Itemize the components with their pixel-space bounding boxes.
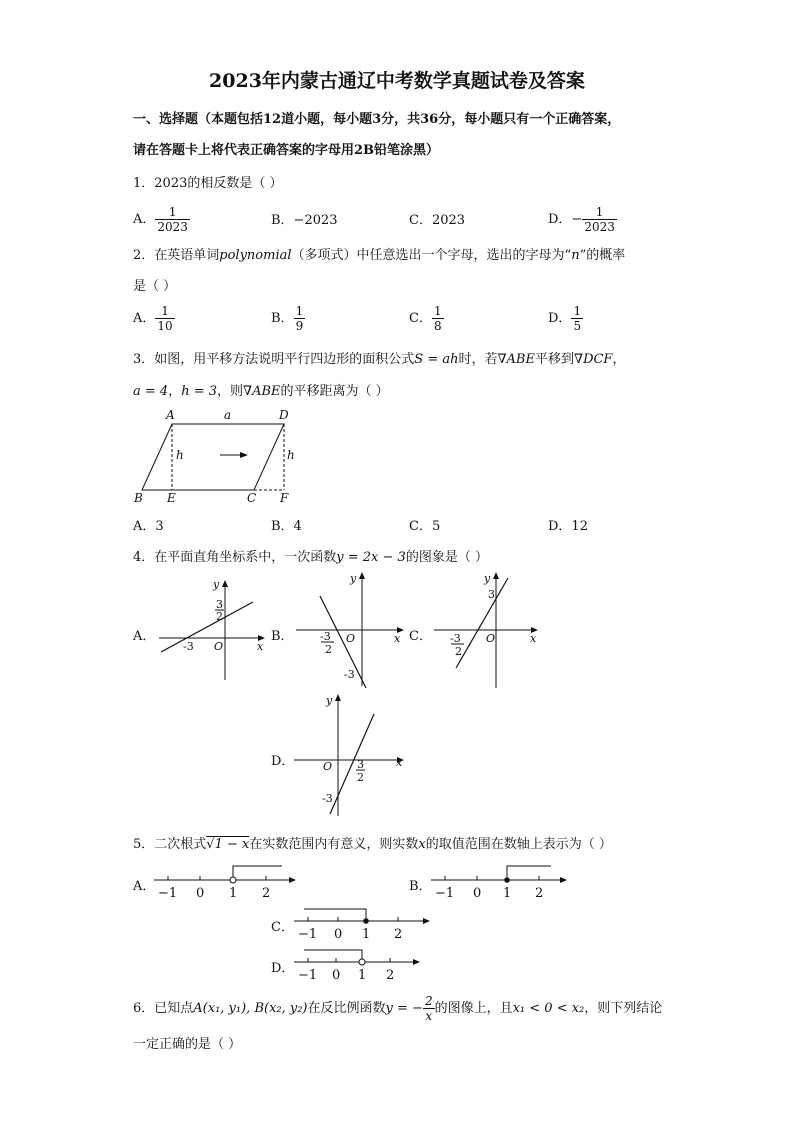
q5-radical: √1 − x [206, 837, 250, 852]
q4-option-a-label[interactable]: A． [133, 629, 156, 644]
svg-text:0: 0 [196, 886, 205, 901]
q1-option-a[interactable] [133, 205, 190, 234]
parallelogram-abcd [142, 424, 284, 490]
q6-stem-line1: 6．已知点A(x₁, y₁), B(x₂, y₂)在反比例函数y = − $\frac{2}{x}$ 的图像上，且x₁ < 0 < x₂，则下列结论 [133, 994, 663, 1023]
q4-option-d-label[interactable]: D． [271, 754, 295, 769]
fig-label-b: B [134, 491, 143, 504]
q1-stem: 1．2023的相反数是（ ） [133, 176, 283, 191]
q1-option-b[interactable]: B．−2023 [271, 213, 338, 228]
q4-option-b-label[interactable]: B． [271, 629, 294, 644]
graph-a-x-label: x [257, 640, 264, 653]
svg-text:x: x [396, 756, 403, 769]
svg-text:2: 2 [386, 968, 395, 983]
q1-d-label: D．− [548, 212, 583, 227]
svg-text:0: 0 [332, 968, 341, 983]
svg-text:y: y [350, 572, 357, 585]
q4-graph-b[interactable] [292, 568, 407, 690]
fig-label-a: A [166, 408, 175, 422]
q3-option-c[interactable]: C．5 [409, 519, 441, 534]
q5-numberline-c[interactable] [290, 903, 440, 943]
svg-text:−1: −1 [298, 927, 318, 942]
q4-option-c-label[interactable]: C． [409, 629, 432, 644]
q5-numberline-d[interactable] [290, 944, 440, 984]
fig-label-e: E [167, 491, 176, 504]
svg-text:−1: −1 [158, 886, 178, 901]
svg-text:-3: -3 [183, 640, 194, 653]
q3-option-b[interactable]: B．4 [271, 519, 302, 534]
q2-option-c[interactable]: C． $\frac{1}{8}$ [409, 304, 442, 333]
svg-text:3: 3 [488, 588, 495, 601]
q5-option-d-label[interactable]: D． [271, 961, 295, 976]
q2-option-d[interactable]: D． $\frac{1}{5}$ [548, 304, 582, 333]
svg-text:y: y [484, 572, 491, 585]
q5-numberline-b[interactable] [427, 862, 577, 902]
q1-a-label: A． [133, 212, 156, 227]
fig-label-c: C [247, 491, 257, 504]
svg-text:0: 0 [473, 886, 482, 901]
svg-text:3: 3 [357, 758, 364, 771]
svg-text:-3: -3 [322, 792, 333, 805]
fig-label-h1: h [176, 448, 184, 462]
svg-text:1: 1 [503, 886, 512, 901]
svg-text:O: O [323, 760, 333, 773]
q2-option-a[interactable]: A． $\frac{1}{10}$ [133, 304, 173, 333]
svg-text:1: 1 [358, 968, 367, 983]
svg-text:y: y [326, 694, 333, 707]
graph-c-line [456, 578, 508, 668]
section-heading-line2: 请在答题卡上将代表正确答案的字母用2B铅笔涂黑） [133, 143, 440, 158]
q1-option-d[interactable] [548, 205, 617, 234]
svg-text:−1: −1 [298, 968, 318, 983]
svg-text:x: x [530, 632, 537, 645]
q4-stem: 4．在平面直角坐标系中，一次函数y = 2x − 3的图象是（ ） [133, 550, 488, 565]
q5-option-b-label[interactable]: B． [409, 879, 432, 894]
fig-label-side-a: a [224, 408, 232, 422]
q3-option-a[interactable]: A．3 [133, 519, 164, 534]
q3-stem-line1: 3．如图，用平移方法说明平行四边形的面积公式S = ah时，若∇ABE平移到∇DCF， [133, 352, 626, 367]
q4-graph-a[interactable] [155, 576, 270, 684]
graph-a-line [161, 602, 253, 652]
q5-numberline-a[interactable] [150, 862, 300, 902]
q5-option-c-label[interactable]: C． [271, 920, 294, 935]
svg-text:x: x [394, 632, 401, 645]
fig-label-d: D [279, 408, 289, 422]
graph-d-line [330, 714, 374, 814]
svg-text:3: 3 [216, 598, 223, 611]
page-title: 2023年内蒙古通辽中考数学真题试卷及答案 [209, 70, 585, 92]
q2-option-b[interactable]: B． $\frac{1}{9}$ [271, 304, 304, 333]
q3-option-d[interactable]: D．12 [548, 519, 588, 534]
svg-text:1: 1 [229, 886, 238, 901]
graph-a-y-label: y [213, 578, 220, 591]
svg-text:2: 2 [325, 643, 332, 656]
svg-text:2: 2 [535, 886, 544, 901]
q1-d-fraction: $\frac{1}{2023}$ [584, 205, 615, 234]
svg-text:-3: -3 [320, 630, 331, 643]
q2-stem: 2．在英语单词polynomial（多项式）中任意选出一个字母，选出的字母为“n”的概率 [133, 248, 626, 263]
translate-arrow-head [240, 452, 248, 458]
svg-text:2: 2 [394, 927, 403, 942]
fig-label-h2: h [287, 448, 295, 462]
q1-option-c[interactable]: C．2023 [409, 213, 466, 228]
q5-option-a-label[interactable]: A． [133, 879, 156, 894]
q3-stem-line2: a = 4，h = 3，则∇ABE的平移距离为（ ） [133, 384, 389, 399]
fig-label-f: F [280, 491, 289, 504]
section-heading-line1: 一、选择题（本题包括12道小题，每小题3分，共36分，每小题只有一个正确答案， [133, 112, 621, 127]
svg-text:O: O [346, 632, 356, 645]
graph-a-origin: O [214, 640, 224, 653]
q1-a-fraction: $\frac{1}{2023}$ [157, 205, 188, 234]
svg-text:O: O [486, 632, 496, 645]
svg-text:2: 2 [216, 610, 223, 623]
svg-text:2: 2 [357, 771, 364, 784]
svg-text:2: 2 [262, 886, 271, 901]
svg-text:-3: -3 [344, 668, 355, 681]
svg-text:1: 1 [362, 927, 371, 942]
svg-text:0: 0 [334, 927, 343, 942]
svg-text:2: 2 [455, 645, 462, 658]
q5-stem: 5．二次根式√1 − x在实数范围内有意义，则实数x的取值范围在数轴上表示为（ ） [133, 837, 612, 852]
q4-graph-c[interactable] [430, 568, 545, 690]
q2-stem-line2: 是（ ） [133, 279, 177, 294]
svg-text:-3: -3 [450, 632, 461, 645]
svg-text:−1: −1 [435, 886, 455, 901]
q6-stem-line2: 一定正确的是（ ） [133, 1037, 242, 1052]
q4-graph-d[interactable] [290, 690, 410, 818]
q3-parallelogram-figure [130, 404, 300, 504]
